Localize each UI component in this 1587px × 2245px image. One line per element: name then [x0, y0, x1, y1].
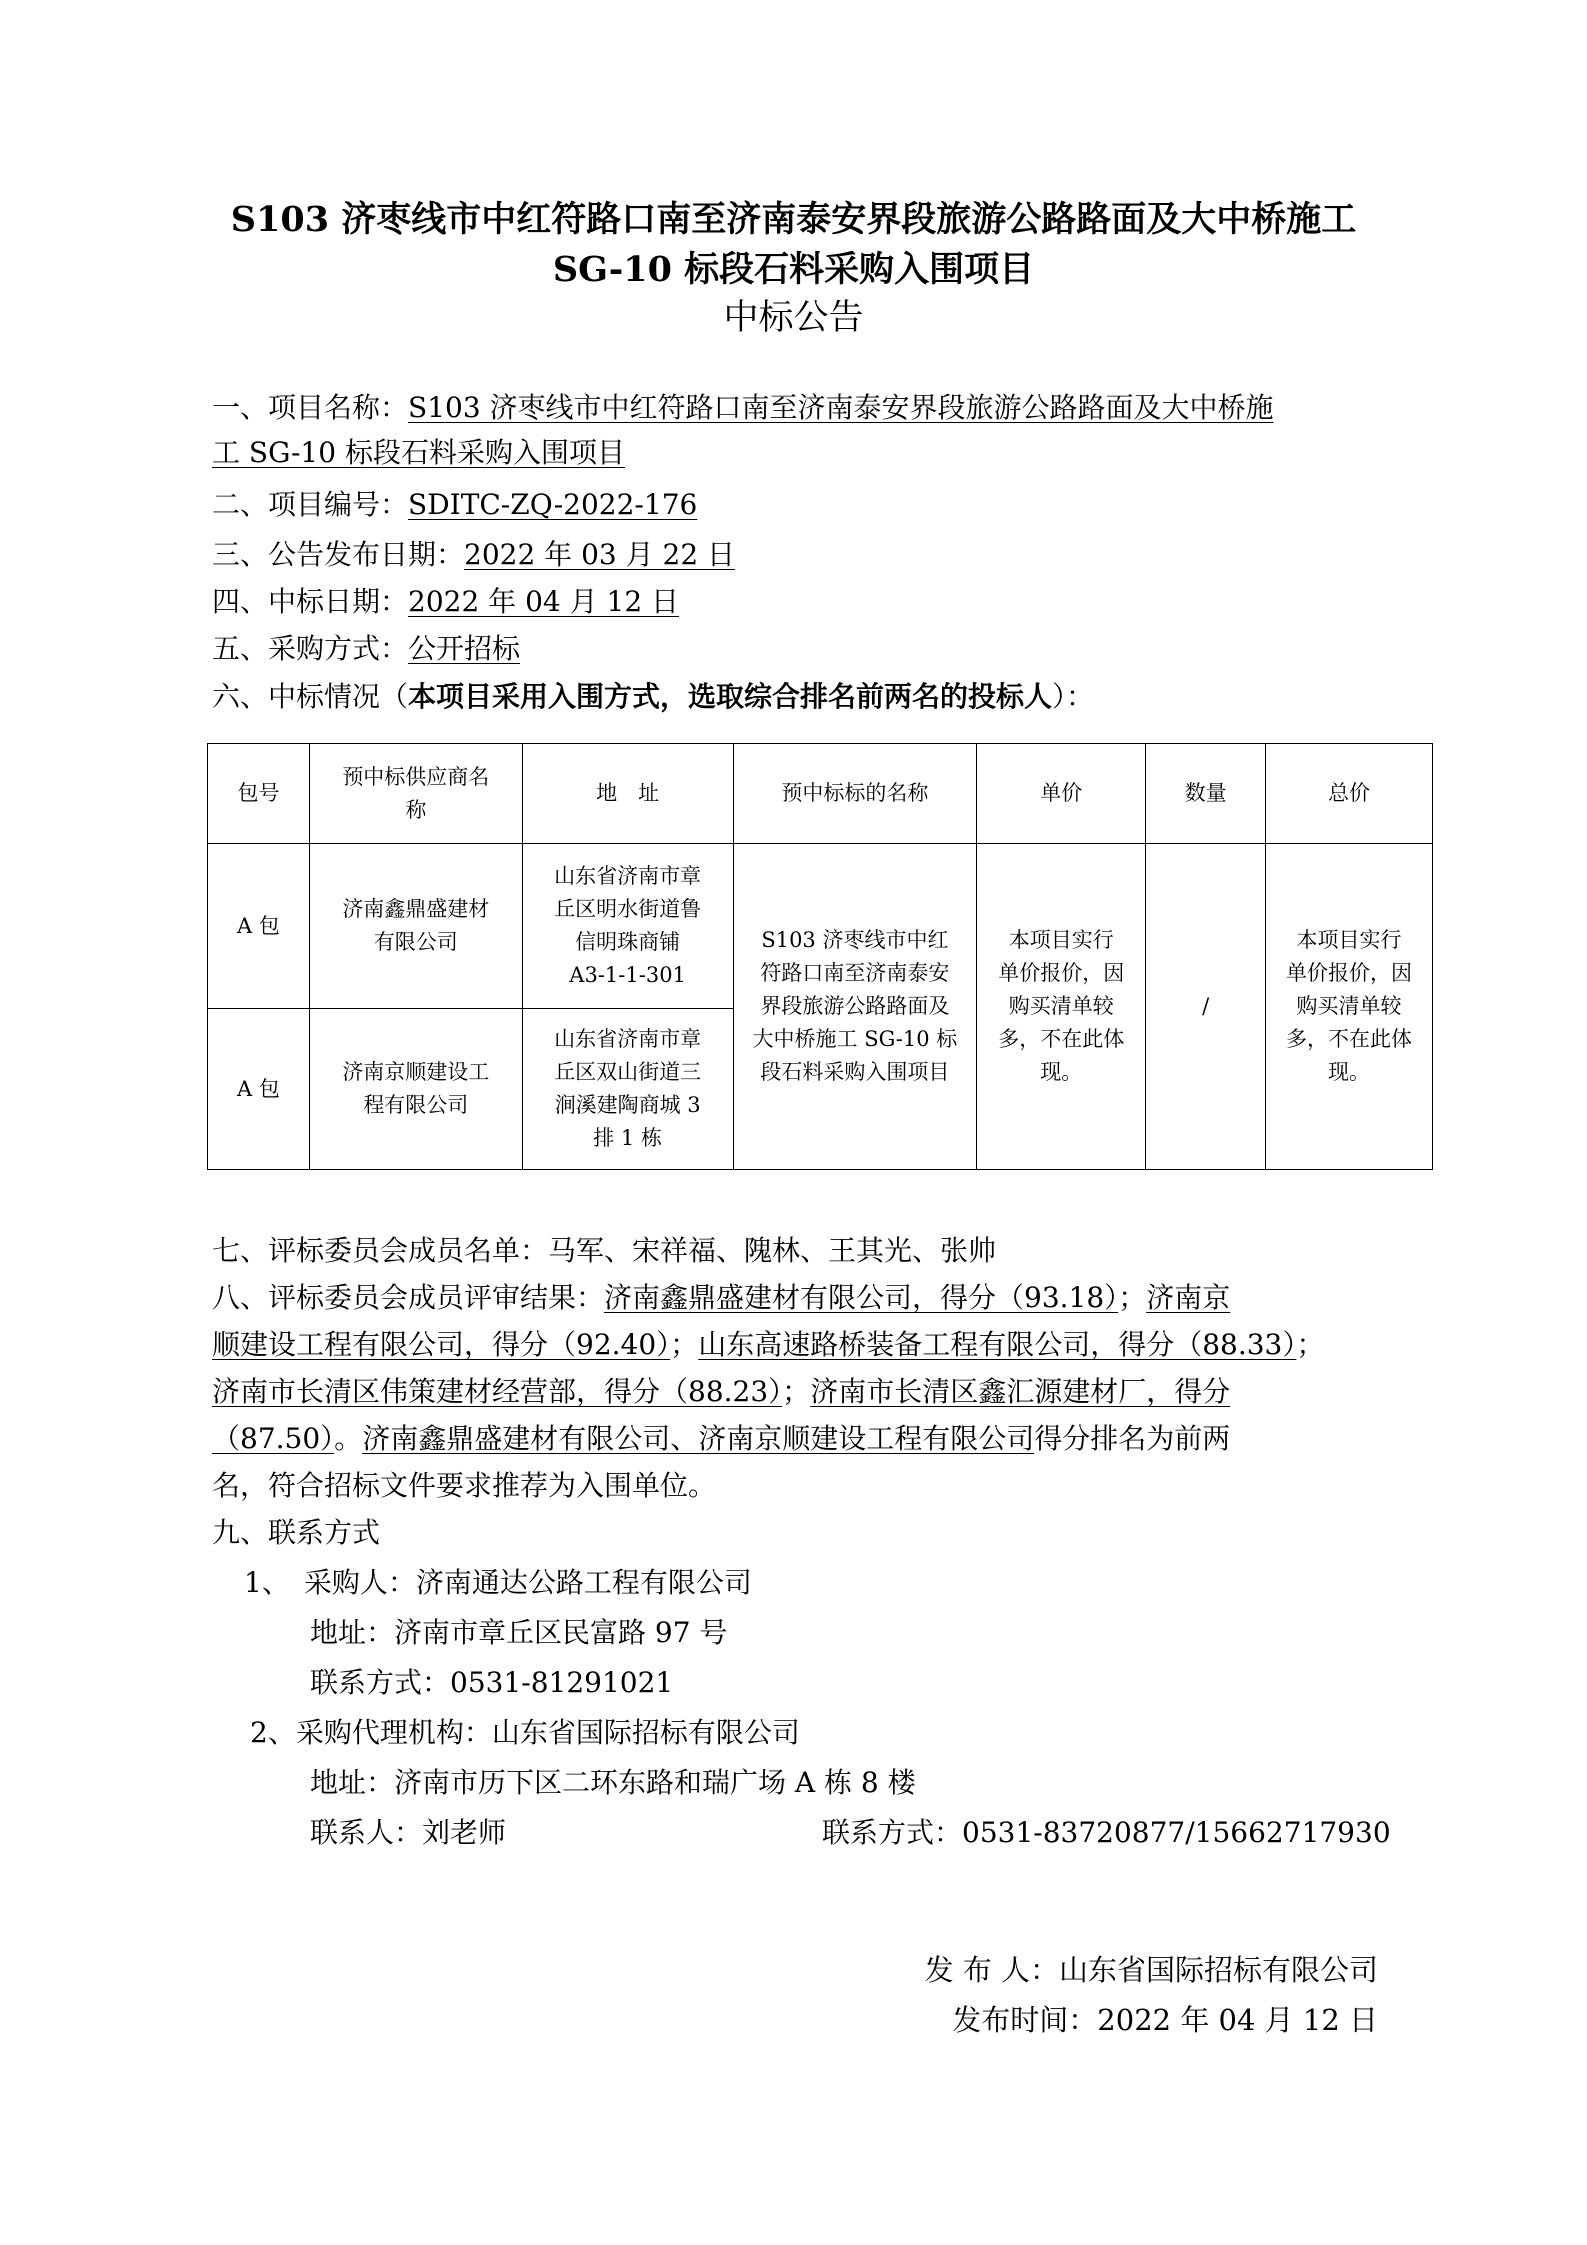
project-name-value: S103 济枣线市中红符路口南至济南泰安界段旅游公路路面及大中桥施 [408, 391, 1274, 424]
cell-package: A 包 [208, 844, 310, 1009]
header-subject: 预中标标的名称 [733, 744, 977, 844]
header-total: 总价 [1266, 744, 1433, 844]
publish-date: 三、公告发布日期：2022 年 03 月 22 日 [212, 538, 736, 571]
publish-time: 发布时间：2022 年 04 月 12 日 [952, 2003, 1378, 2037]
award-table [207, 743, 1433, 1170]
cell-subject: S103 济枣线市中红 符路口南至济南泰安 界段旅游公路路面及 大中桥施工 SG-10 标 段石料采购入围项目 [733, 844, 977, 1170]
agent-person: 联系人：刘老师 [310, 1816, 507, 1849]
results-line-2: 顺建设工程有限公司，得分（92.40）；山东高速路桥装备工程有限公司，得分（88.33）； [212, 1328, 1325, 1361]
project-number-value: SDITC-ZQ-2022-176 [408, 488, 698, 521]
contact-heading: 九、联系方式 [212, 1516, 381, 1549]
procurement-method: 五、采购方式：公开招标 [212, 632, 521, 665]
header-package: 包号 [208, 744, 310, 844]
agent-phone: 联系方式：0531-83720877/15662717930 [822, 1816, 1391, 1849]
results-line-5: 名，符合招标文件要求推荐为入围单位。 [212, 1469, 717, 1502]
header-address: 地 址 [522, 744, 733, 844]
results-line-3: 济南市长清区伟策建材经营部，得分（88.23）；济南市长清区鑫汇源建材厂，得分 [212, 1375, 1231, 1408]
committee-members: 七、评标委员会成员名单：马军、宋祥福、隗林、王其光、张帅 [212, 1234, 997, 1267]
procurement-method-value: 公开招标 [408, 632, 521, 665]
project-name: 一、项目名称：S103 济枣线市中红符路口南至济南泰安界段旅游公路路面及大中桥施 [212, 391, 1274, 424]
results-line-4: （87.50）。济南鑫鼎盛建材有限公司、济南京顺建设工程有限公司得分排名为前两 [212, 1422, 1231, 1455]
award-date-value: 2022 年 04 月 12 日 [408, 585, 680, 618]
table-row [208, 844, 1433, 1009]
award-heading: 六、中标情况（本项目采用入围方式，选取综合排名前两名的投标人）： [212, 680, 1095, 713]
agent: 2、采购代理机构：山东省国际招标有限公司 [250, 1716, 800, 1749]
project-number: 二、项目编号：SDITC-ZQ-2022-176 [212, 488, 698, 521]
publish-date-value: 2022 年 03 月 22 日 [464, 538, 736, 571]
title-line-2: SG-10 标段石料采购入围项目 [552, 249, 1035, 290]
cell-supplier: 济南京顺建设工 程有限公司 [309, 1009, 522, 1170]
cell-address: 山东省济南市章 丘区双山街道三 涧溪建陶商城 3 排 1 栋 [522, 1009, 733, 1170]
buyer-phone: 联系方式：0531-81291021 [310, 1666, 674, 1699]
title-line-1: S103 济枣线市中红符路口南至济南泰安界段旅游公路路面及大中桥施工 [230, 199, 1357, 240]
cell-quantity: / [1146, 844, 1266, 1170]
header-supplier: 预中标供应商名 称 [309, 744, 522, 844]
cell-package: A 包 [208, 1009, 310, 1170]
agent-address: 地址：济南市历下区二环东路和瑞广场 A 栋 8 楼 [310, 1766, 916, 1799]
award-note: 本项目采用入围方式，选取综合排名前两名的投标人 [408, 680, 1053, 713]
buyer: 1、 采购人：济南通达公路工程有限公司 [244, 1566, 752, 1599]
cell-supplier: 济南鑫鼎盛建材 有限公司 [309, 844, 522, 1009]
results-line-1: 八、评标委员会成员评审结果：济南鑫鼎盛建材有限公司，得分（93.18）；济南京 [212, 1281, 1231, 1314]
header-quantity: 数量 [1146, 744, 1266, 844]
award-date: 四、中标日期：2022 年 04 月 12 日 [212, 585, 680, 618]
title-line-3: 中标公告 [723, 298, 864, 338]
buyer-address: 地址：济南市章丘区民富路 97 号 [310, 1616, 728, 1649]
publisher: 发 布 人：山东省国际招标有限公司 [924, 1953, 1378, 1987]
cell-address: 山东省济南市章 丘区明水街道鲁 信明珠商铺 A3-1-1-301 [522, 844, 733, 1009]
cell-unit-price: 本项目实行 单价报价，因 购买清单较 多，不在此体 现。 [977, 844, 1146, 1170]
project-name-cont: 工 SG-10 标段石料采购入围项目 [212, 436, 625, 469]
header-unit-price: 单价 [977, 744, 1146, 844]
table-header-row [208, 744, 1433, 844]
cell-total: 本项目实行 单价报价，因 购买清单较 多，不在此体 现。 [1266, 844, 1433, 1170]
